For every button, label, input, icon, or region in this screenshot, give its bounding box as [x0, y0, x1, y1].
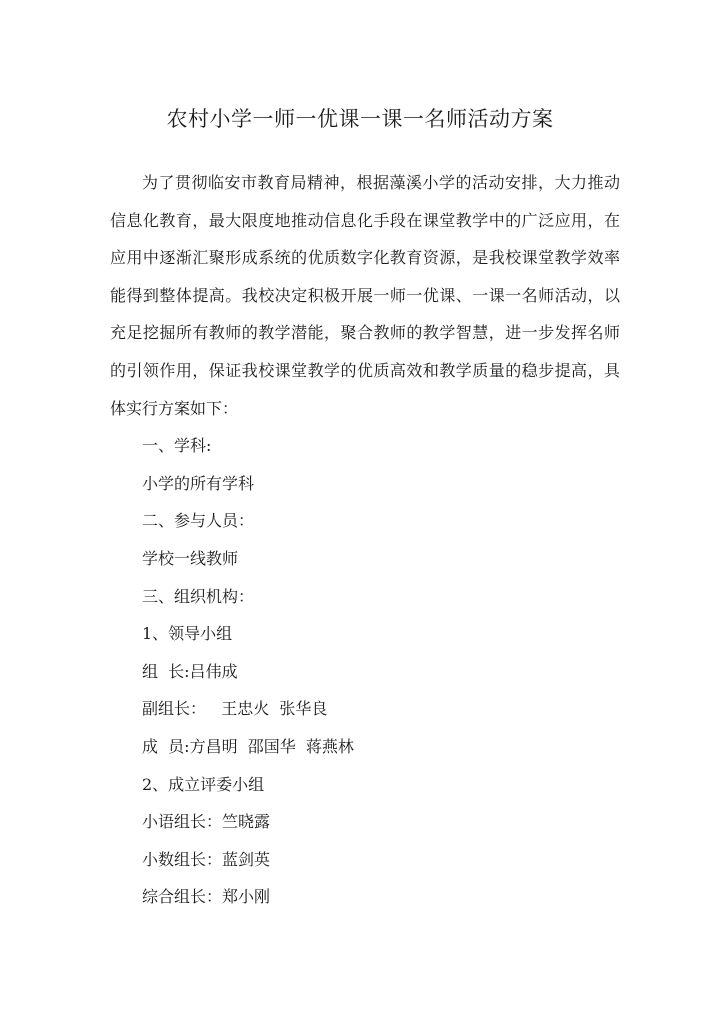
section-heading-participants: 二、参与人员：	[142, 511, 255, 531]
comprehensive-group-leader-line: 综合组长：郑小刚	[142, 887, 271, 907]
intro-paragraph: 为了贯彻临安市教育局精神，根据藻溪小学的活动安排，大力推动信息化教育，最大限度地推动信息化手段在课堂教学中的广泛应用，在应用中逐渐汇聚形成系统的优质数字化教育资源，是我校课堂教学效率能得到整体提高。我校决定积极开展一师一优课、一课一名师活动，以充足挖掘所有教师的教学潜能，聚合教师的教学智慧，进一步发挥名师的引领作用，保证我校课堂教学的优质高效和教学质量的稳步提高，具体实行方案如下：	[110, 173, 620, 418]
members-line: 成 员:方昌明 邵国华 蒋燕林	[142, 736, 354, 756]
chinese-group-leader-line: 小语组长：竺晓露	[142, 812, 271, 832]
section-heading-subject: 一、学科:	[142, 436, 212, 456]
deputy-leader-line: 副组长： 王忠火 张华良	[142, 699, 328, 719]
subheading-judges-group: 2、成立评委小组	[142, 774, 265, 794]
section-heading-organization: 三、组织机构：	[142, 586, 255, 606]
document-body	[110, 164, 620, 916]
document-title: 农村小学一师一优课一课一名师活动方案	[166, 107, 554, 132]
participants-text: 学校一线教师	[142, 548, 239, 568]
subheading-leadership-group: 1、领导小组	[142, 624, 233, 644]
subject-text: 小学的所有学科	[142, 473, 255, 493]
math-group-leader-line: 小数组长：蓝剑英	[142, 849, 271, 869]
leader-line: 组 长:吕伟成	[142, 661, 238, 681]
